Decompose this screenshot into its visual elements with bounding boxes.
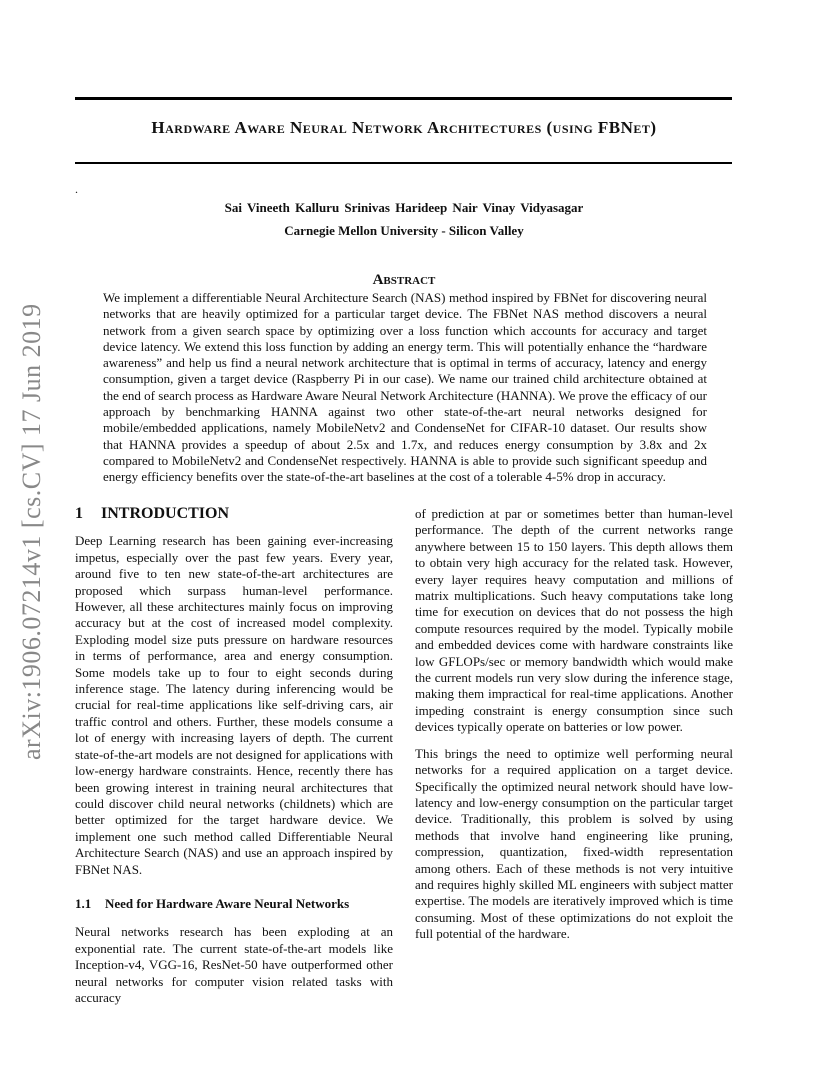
affiliation: Carnegie Mellon University - Silicon Valley: [284, 223, 524, 238]
right-column: [415, 506, 733, 943]
subsection-heading: [75, 896, 393, 912]
stray-dot: .: [75, 182, 78, 196]
intro-paragraph-3: of prediction at par or sometimes better than human-level performance. The depth of the current networks range anywhere between 15 to 150 layers. This depth allows them to obtain very high accuracy for the related task. However, every layer requires heavy computation and millions of matrix multiplications. Such heavy computations take long time for execution on devices that do not possess the high compute resources required by the model. Typically mobile and embedded devices come with hardware constraints like low GFLOPs/sec or memory bandwidth which would make the current models run very slow during the inference stage, making them impractical for real-time applications. Another impeding constraint is energy consumption since such devices typically operate on batteries or low power.: [415, 506, 733, 735]
section-number: 1: [75, 505, 83, 522]
top-rule: [75, 97, 732, 100]
subsection-number: 1.1: [75, 895, 92, 911]
intro-paragraph-4: This brings the need to optimize well performing neural networks for a required application on a target device. Specifically the optimized neural network should have low-latency and low-energy consumption on the particular target device. Traditionally, this problem is solved by using methods that involve hand engineering like pruning, compression, quantization, fixed-width representation among others. Each of these methods is not very intuitive and requires highly skilled ML engineers with subject matter expertise. The models are iteratively improved which is time consuming. Most of these optimizations do not exploit the full potential of the hardware.: [415, 745, 733, 942]
paper-title: Hardware Aware Neural Network Architectures (using FBNet): [151, 118, 657, 137]
abstract-text: We implement a differentiable Neural Architecture Search (NAS) method inspired by FBNet for discovering neural networks that are heavily optimized for a particular target device. The FBNet NAS method discovers a neural network from a given search space by optimizing over a loss function which accounts for accuracy and target device latency. We extend this loss function by adding an energy term. This will potentially enhance the “hardware awareness” and help us find a neural network architecture that is optimal in terms of accuracy, latency and energy consumption, given a target device (Raspberry Pi in our case). We name our trained child architecture obtained at the end of search process as Hardware Aware Neural Network Architecture (HANNA). We prove the efficacy of our approach by benchmarking HANNA against two other state-of-the-art neural networks designed for mobile/embedded applications, namely MobileNetv2 and CondenseNet for CIFAR-10 dataset. Our results show that HANNA provides a speedup of about 2.5x and 1.7x, and reduces energy consumption by 3.8x and 2x compared to MobileNetv2 and CondenseNet respectively. HANNA is able to provide such significant speedup and energy efficiency benefits over the state-of-the-art baselines at the cost of a tolerable 4-5% drop in accuracy.: [103, 290, 707, 485]
intro-paragraph-2: Neural networks research has been exploding at an exponential rate. The current state-of-the-art models like Inception-v4, VGG-16, ResNet-50 have outperformed other neural networks for computer vision related tasks with accuracy: [75, 924, 393, 1005]
bottom-rule: [75, 162, 732, 164]
subsection-title: Need for Hardware Aware Neural Networks: [105, 895, 350, 911]
author-list: Sai Vineeth Kalluru Srinivas Harideep Nair Vinay Vidyasagar: [224, 200, 584, 215]
section-title: INTRODUCTION: [101, 505, 230, 522]
arxiv-identifier: arXiv:1906.07214v1 [cs.CV] 17 Jun 2019: [17, 303, 46, 760]
left-column: [75, 506, 393, 1006]
abstract-heading: Abstract: [372, 272, 436, 288]
section-heading: [75, 506, 393, 522]
intro-paragraph-1: Deep Learning research has been gaining ever-increasing impetus, especially over the past few years. Every year, around five to ten new state-of-the-art architectures are proposed which surpass human-level performance. However, all these architectures mainly focus on improving accuracy but at the cost of increased model complexity. Exploding model size puts pressure on hardware resources in terms of performance, area and energy consumption. Some models take up to four to eight seconds during inference stage. The latency during inferencing would be crucial for real-time applications like self-driving cars, air traffic control and others. Further, these models consume a lot of energy with increasing layers of depth. The current state-of-the-art models are not designed for applications with low-energy hardware constraints. Hence, recently there has been growing interest in training neural architectures that could discover child neural networks (childnets) which are better optimized for the target hardware device. We implement one such method called Differentiable Neural Architecture Search (NAS) and use an approach inspired by FBNet NAS.: [75, 533, 393, 877]
